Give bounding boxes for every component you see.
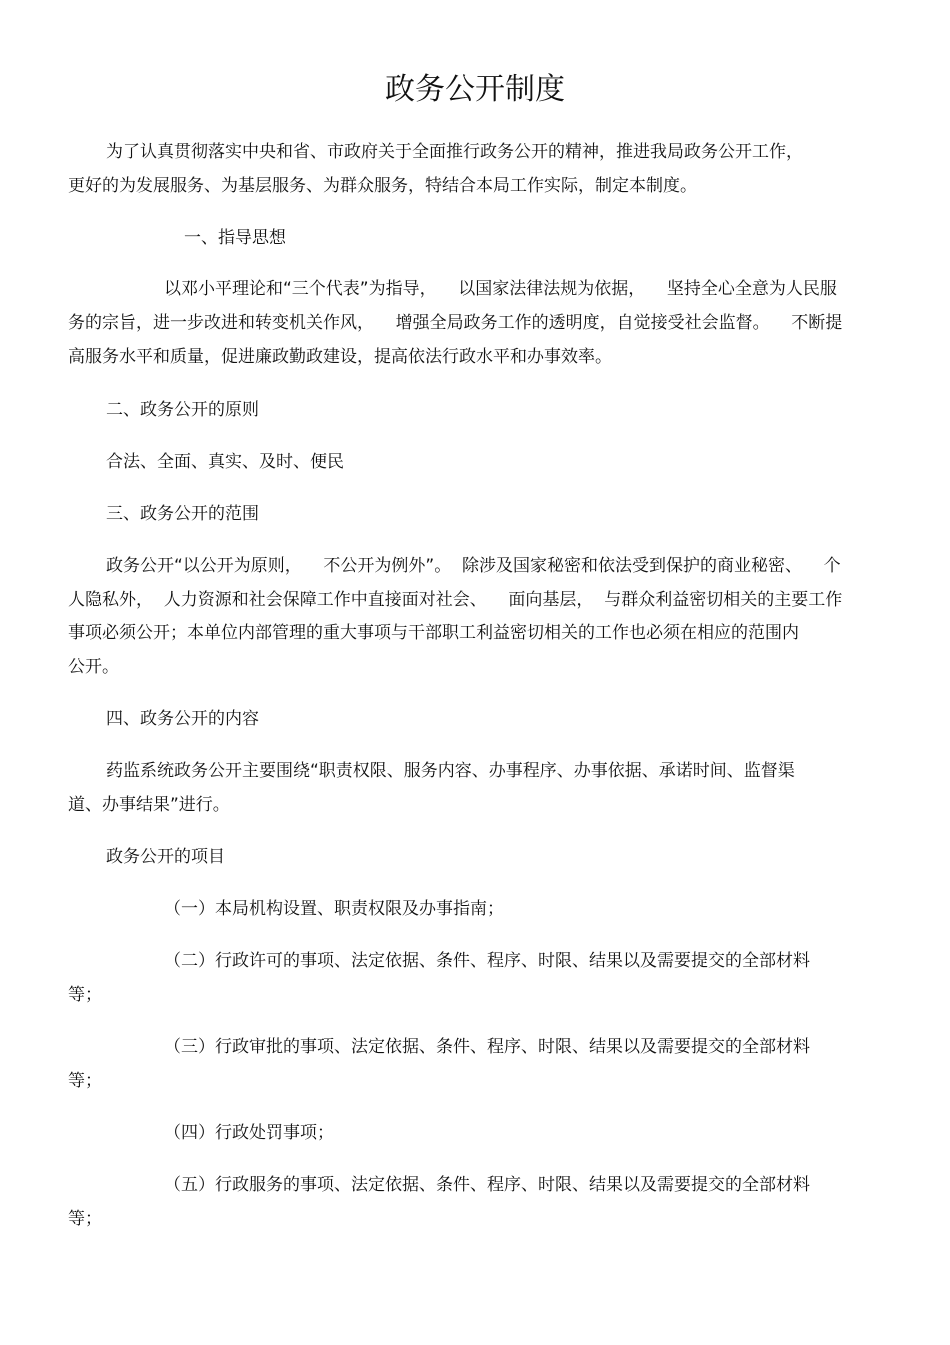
text-line: 为了认真贯彻落实中央和省、市政府关于全面推行政务公开的精神，推进我局政务公开工作， (106, 142, 803, 162)
list-item: （二）行政许可的事项、法定依据、条件、程序、时限、结果以及需要提交的全部材料 (164, 951, 810, 971)
section-heading: 二、政务公开的原则 (106, 400, 259, 420)
text-line: 合法、全面、真实、及时、便民 (106, 452, 344, 472)
text-line: 以邓小平理论和“三个代表”为指导， 以国家法律法规为依据， 坚持全心全意为人民服 (164, 279, 837, 299)
text-line: 道、办事结果”进行。 (68, 795, 230, 815)
list-item: （一）本局机构设置、职责权限及办事指南； (164, 899, 504, 919)
text-line: 务的宗旨，进一步改进和转变机关作风， 增强全局政务工作的透明度，自觉接受社会监督。 不断提 (68, 313, 843, 333)
text-line: 政务公开“以公开为原则， 不公开为例外”。 除涉及国家秘密和依法受到保护的商业秘密、 个 (106, 556, 841, 576)
text-line: 更好的为发展服务、为基层服务、为群众服务，特结合本局工作实际，制定本制度。 (68, 176, 697, 196)
text-line: 药监系统政务公开主要围绕“职责权限、服务内容、办事程序、办事依据、承诺时间、监督渠 (106, 761, 795, 781)
list-item: （四）行政处罚事项； (164, 1123, 334, 1143)
subsection-heading: 政务公开的项目 (106, 847, 225, 867)
text-line: 公开。 (68, 657, 119, 677)
list-item: （三）行政审批的事项、法定依据、条件、程序、时限、结果以及需要提交的全部材料 (164, 1037, 810, 1057)
text-line: 事项必须公开；本单位内部管理的重大事项与干部职工利益密切相关的工作也必须在相应的范围内 (68, 623, 799, 643)
document-title: 政务公开制度 (385, 72, 565, 107)
text-line: 高服务水平和质量，促进廉政勤政建设，提高依法行政水平和办事效率。 (68, 347, 612, 367)
list-item: （五）行政服务的事项、法定依据、条件、程序、时限、结果以及需要提交的全部材料 (164, 1175, 810, 1195)
section-heading: 三、政务公开的范围 (106, 504, 259, 524)
text-line: 等； (68, 1209, 102, 1229)
text-line: 人隐私外， 人力资源和社会保障工作中直接面对社会、 面向基层， 与群众利益密切相关的主要工作 (68, 590, 843, 610)
section-heading: 四、政务公开的内容 (106, 709, 259, 729)
text-line: 等； (68, 1071, 102, 1091)
section-heading: 一、指导思想 (184, 228, 286, 248)
text-line: 等； (68, 985, 102, 1005)
